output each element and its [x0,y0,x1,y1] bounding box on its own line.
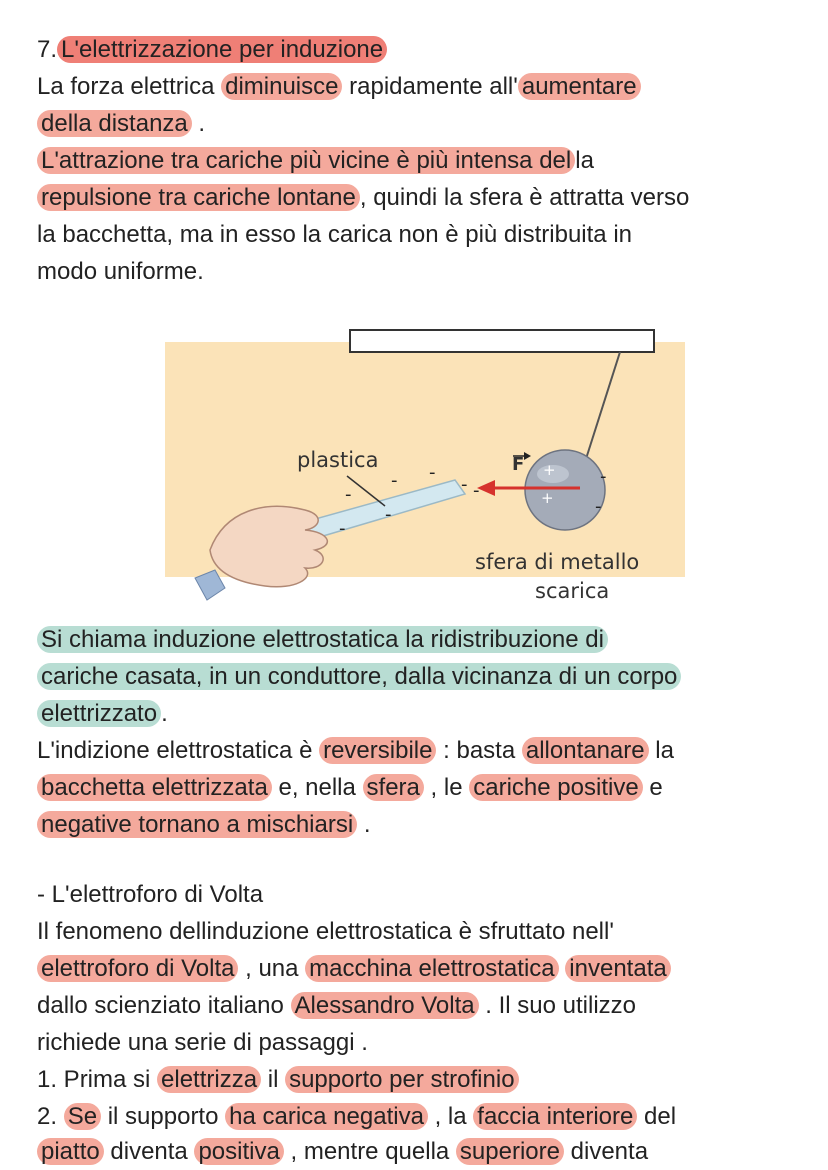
paragraph-line [37,770,663,806]
highlight: ha carica negativa [225,1103,428,1130]
paragraph-line [37,807,371,843]
highlight: inventata [565,955,670,982]
highlight: sfera [363,774,424,801]
text: la [575,147,594,174]
text: rapidamente all' [342,73,518,100]
minus-charge: - [391,470,398,491]
paragraph-line [37,988,636,1024]
paragraph-line [37,733,674,769]
minus-charge: - [473,480,480,501]
label-force: F [512,454,525,475]
paragraph-line [37,696,168,732]
text: : basta [436,737,522,764]
metal-sphere [525,450,605,530]
text: . [191,110,206,137]
minus-charge: - [595,496,602,517]
highlight: aumentare [518,73,641,100]
highlight: repulsione tra cariche lontane [37,184,360,211]
highlight: negative tornano a mischiarsi [37,811,357,838]
text: , le [423,774,470,801]
paragraph-line [37,659,681,695]
highlight: cariche positive [469,774,642,801]
section-number: 7. [37,36,58,63]
text: e, nella [271,774,363,801]
minus-charge: - [461,474,468,495]
highlight: della distanza [37,110,192,137]
label-sphere-line2: scarica [535,579,610,603]
minus-charge: - [429,462,436,483]
highlight: piatto [37,1138,104,1165]
highlight: superiore [456,1138,564,1165]
text: . [357,811,371,838]
highlight: L'attrazione tra cariche più vicine è più intensa del [37,147,575,174]
paragraph-line: modo uniforme. [37,258,204,285]
minus-charge: - [600,466,607,487]
text: . [161,700,168,727]
paragraph-line: richiede una serie di passaggi . [37,1029,368,1056]
highlight: diminuisce [221,73,342,100]
label-sphere-line1: sfera di metallo [475,550,640,574]
text: La forza elettrica [37,73,222,100]
text: , una [238,955,306,982]
minus-charge: - [385,504,392,525]
text: , quindi la sfera è attratta verso [359,184,690,211]
list-item [37,1062,519,1098]
paragraph-line [37,106,205,142]
highlight: positiva [194,1138,283,1165]
highlight: supporto per strofinio [285,1066,518,1093]
paragraph-line [37,622,608,658]
label-plastic: plastica [297,448,379,472]
highlight: bacchetta elettrizzata [37,774,272,801]
paragraph-line [37,69,641,105]
text: , mentre quella [283,1138,456,1165]
highlight: reversibile [319,737,436,764]
support-beam [350,330,654,352]
minus-charge: - [345,484,352,505]
highlight: Alessandro Volta [291,992,479,1019]
highlight: Se [64,1103,101,1130]
highlight: allontanare [522,737,649,764]
highlight: cariche casata, in un conduttore, dalla vicinanza di un corpo [37,663,681,690]
text: il [261,1066,286,1093]
text: e [642,774,663,801]
paragraph-line [37,951,671,987]
section-title-line [37,32,387,68]
highlight: elettrizzato [37,700,161,727]
text: L'indizione elettrostatica è [37,737,320,764]
induction-figure [155,310,715,620]
plus-charge: + [541,489,554,507]
text: dallo scienziato italiano [37,992,291,1019]
text: 2. [37,1103,64,1130]
list-item [37,1099,676,1135]
subsection-heading: - L'elettroforo di Volta [37,881,264,908]
paragraph-line: la bacchetta, ma in esso la carica non è più distribuita in [37,221,632,248]
highlight: elettrizza [157,1066,261,1093]
text: 1. Prima si [37,1066,158,1093]
text: la [648,737,674,764]
highlight: elettroforo di Volta [37,955,238,982]
highlight: Si chiama induzione elettrostatica la ridistribuzione di [37,626,608,653]
paragraph-line: Il fenomeno dellinduzione elettrostatica è sfruttato nell' [37,918,614,945]
text: del [637,1103,677,1130]
plus-charge: + [543,461,556,479]
section-title: L'elettrizzazione per induzione [57,36,387,63]
paragraph-line [37,180,689,216]
highlight: faccia interiore [473,1103,637,1130]
text: diventa [563,1138,649,1165]
minus-charge: - [339,518,346,539]
text: diventa [103,1138,195,1165]
highlight: macchina elettrostatica [305,955,558,982]
text: il supporto [101,1103,226,1130]
text: , la [427,1103,474,1130]
text: . Il suo utilizzo [478,992,637,1019]
paragraph-line [37,143,594,179]
paragraph-line [37,1134,648,1170]
